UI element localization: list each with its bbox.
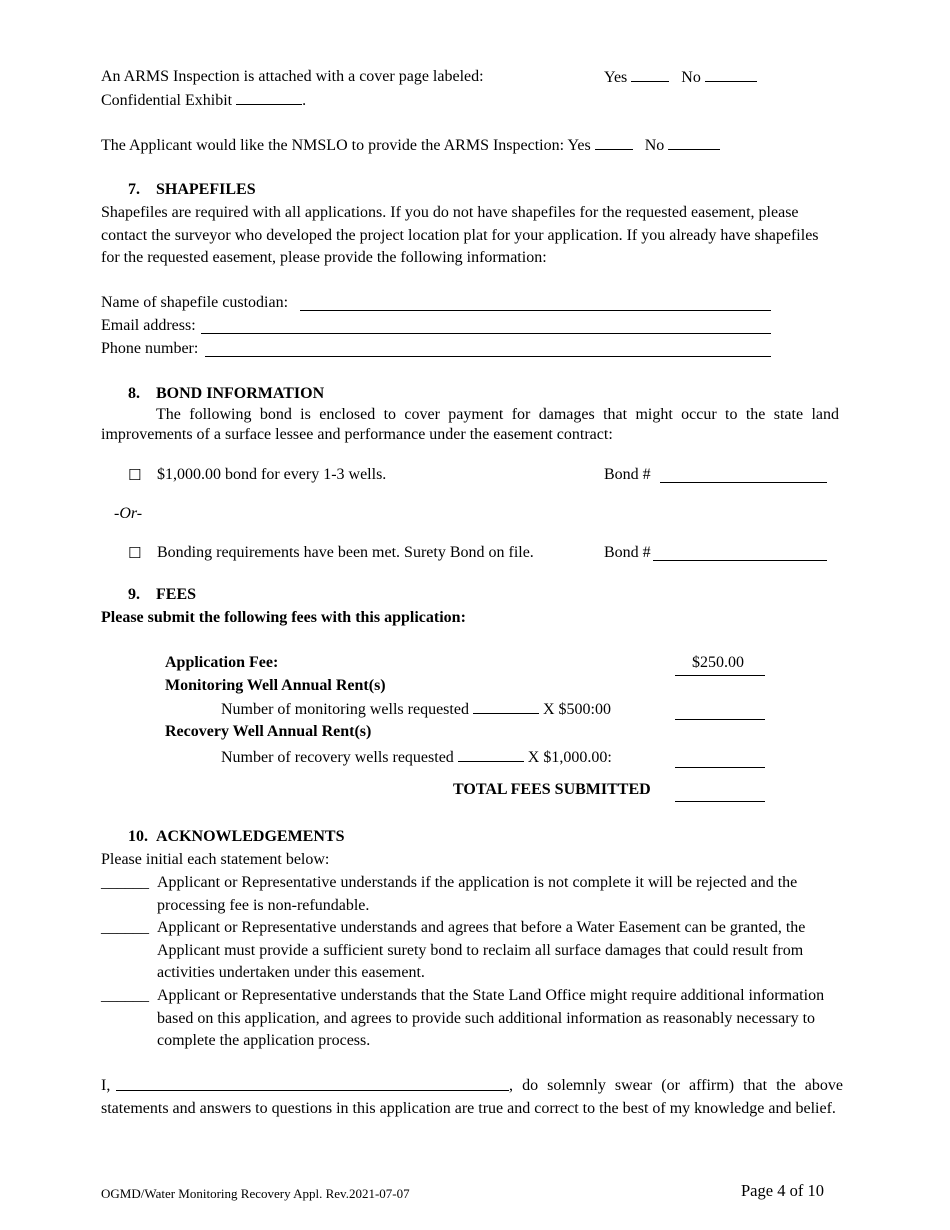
section-10-heading: ACKNOWLEDGEMENTS [156, 828, 345, 845]
monitoring-wells-count-field[interactable] [473, 699, 539, 714]
ack-item-3-text: Applicant or Representative understands that the State Land Office might require additional information based on this application, and agrees to provide such additional information as reasonably necessary to complete the application process. [157, 987, 825, 1049]
arms-attached-no-blank[interactable] [705, 67, 757, 82]
or-separator: -Or- [114, 505, 143, 522]
email-label: Email address: [101, 317, 196, 334]
confidential-exhibit-period: . [302, 92, 307, 109]
ack-initial-blank-1[interactable]: ______ [101, 874, 149, 891]
form-id: OGMD/Water Monitoring Recovery Appl. Rev.2021-07-07 [101, 1186, 410, 1201]
phone-label: Phone number: [101, 340, 199, 357]
bond-option2-number-field[interactable] [653, 560, 827, 561]
bond-option2-label: Bond # [604, 544, 651, 561]
monitoring-heading: Monitoring Well Annual Rent(s) [165, 677, 386, 694]
ack-instruction: Please initial each statement below: [101, 851, 330, 868]
arms-provide-no-blank[interactable] [668, 135, 720, 150]
shapefiles-paragraph: Shapefiles are required with all applications. If you do not have shapefiles for the requested easement, please contact the surveyor who developed the project location plat for your application. If you already have shapefiles for the requested easement, please provide the following information: [101, 204, 819, 266]
monitoring-wells-label: Number of monitoring wells requested [221, 701, 469, 718]
recovery-wells-label: Number of recovery wells requested [221, 749, 454, 766]
section-10-number: 10. [128, 828, 148, 845]
fees-subheading: Please submit the following fees with this application: [101, 609, 466, 626]
bond-paragraph: The following bond is enclosed to cover payment for damages that might occur to the state land improvements of a surface lessee and performance under the easement contract: [101, 406, 839, 443]
section-9-number: 9. [128, 586, 140, 603]
bond-option1-label: Bond # [604, 466, 651, 483]
section-8-number: 8. [128, 385, 140, 402]
monitoring-fee-field[interactable] [675, 719, 765, 720]
recovery-wells-count-field[interactable] [458, 747, 524, 762]
confidential-exhibit-blank[interactable] [236, 90, 302, 105]
ack-initial-blank-2[interactable]: ______ [101, 919, 149, 936]
ack-item-2-text: Applicant or Representative understands and agrees that before a Water Easement can be granted, the Applicant must provide a sufficient surety bond to reclaim all surface damages that could result from activities undertaken under this easement. [157, 919, 806, 981]
custodian-field[interactable] [300, 310, 771, 311]
yes-label: Yes [567, 137, 591, 154]
section-7-number: 7. [128, 181, 140, 198]
bond-option1-checkbox[interactable]: ☐ [128, 466, 142, 484]
custodian-label: Name of shapefile custodian: [101, 294, 289, 311]
arms-provide-line [101, 135, 720, 156]
bond-option1-number-field[interactable] [660, 482, 827, 483]
page-number: Page 4 of 10 [741, 1181, 824, 1200]
ack-initial-blank-3[interactable]: ______ [101, 987, 149, 1004]
section-8-heading: BOND INFORMATION [156, 385, 325, 402]
arms-provide-yes-blank[interactable] [595, 135, 633, 150]
no-label: No [644, 137, 665, 154]
bond-option1-text: $1,000.00 bond for every 1-3 wells. [157, 466, 387, 483]
application-fee-value: $250.00 [692, 654, 744, 671]
recovery-wells-line [221, 747, 612, 768]
monitoring-wells-rate: X $500:00 [542, 701, 611, 718]
email-field[interactable] [201, 333, 771, 334]
section-7-heading: SHAPEFILES [156, 181, 256, 198]
section-9-heading: FEES [156, 586, 197, 603]
recovery-wells-rate: X $1,000.00: [527, 749, 612, 766]
oath-prefix: I, [101, 1077, 111, 1094]
total-fees-label: TOTAL FEES SUBMITTED [453, 781, 651, 798]
bond-option2-text: Bonding requirements have been met. Surety Bond on file. [157, 544, 534, 561]
no-label: No [681, 69, 701, 86]
total-fees-field[interactable] [675, 801, 765, 802]
arms-attached-yes-blank[interactable] [631, 67, 669, 82]
arms-provide-text: The Applicant would like the NMSLO to provide the ARMS Inspection: [101, 137, 565, 154]
arms-attached-yes-no [604, 67, 757, 88]
oath-text: , do solemnly swear (or affirm) that the above statements and answers to questions in this application are true and correct to the best of my knowledge and belief. [101, 1077, 843, 1117]
arms-attached-text: An ARMS Inspection is attached with a cover page labeled: [101, 68, 484, 85]
confidential-exhibit-line [101, 90, 306, 111]
application-fee-underline [675, 675, 765, 676]
monitoring-wells-line [221, 699, 611, 720]
confidential-exhibit-label: Confidential Exhibit [101, 92, 233, 109]
application-fee-label: Application Fee: [165, 654, 279, 671]
ack-item-1-text: Applicant or Representative understands if the application is not complete it will be rejected and the processing fee is non-refundable. [157, 874, 798, 914]
yes-label: Yes [604, 69, 628, 86]
phone-field[interactable] [205, 356, 771, 357]
recovery-heading: Recovery Well Annual Rent(s) [165, 723, 372, 740]
bond-option2-checkbox[interactable]: ☐ [128, 544, 142, 562]
recovery-fee-field[interactable] [675, 767, 765, 768]
